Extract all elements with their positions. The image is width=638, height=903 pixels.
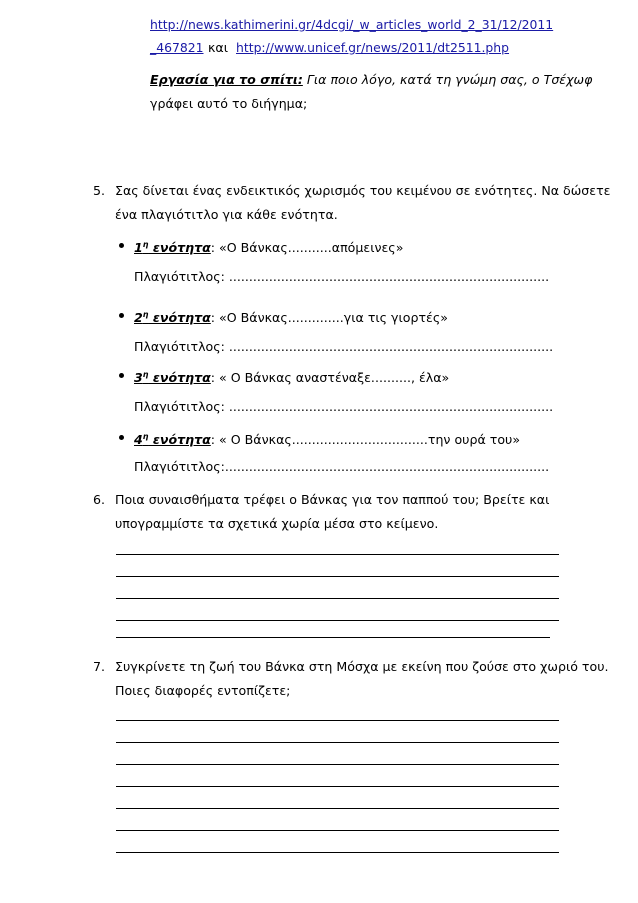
section-3-text: : « Ο Βάνκας αναστέναξε.........., έλα»: [210, 370, 450, 385]
answer-line: [116, 620, 559, 621]
bullet: [119, 435, 124, 440]
homework-text-1: Για ποιο λόγο, κατά τη γνώμη σας, ο Τσέχωφ: [302, 72, 593, 87]
q6-number: 6.: [93, 492, 106, 507]
homework-label: Εργασία για το σπίτι:: [150, 72, 303, 87]
unicef-link[interactable]: http://www.unicef.gr/news/2011/dt2511.php: [236, 40, 510, 55]
q7-line-1: Συγκρίνετε τη ζωή του Βάνκα στη Μόσχα με εκείνη που ζούσε στο χωριό του.: [115, 659, 609, 674]
answer-line: [116, 808, 559, 809]
section-2-subtitle: Πλαγιότιτλος: .................................................................................: [134, 339, 554, 354]
bullet: [119, 373, 124, 378]
conjunction-text: και: [208, 40, 228, 55]
section-1-heading: [134, 237, 403, 256]
q5-line-2: ένα πλαγιότιτλο για κάθε ενότητα.: [115, 207, 338, 222]
answer-line: [116, 786, 559, 787]
bullet: [119, 313, 124, 318]
answer-line: [116, 598, 559, 599]
kathimerini-link-part1[interactable]: http://news.kathimerini.gr/4dcgi/_w_articles_world_2_31/12/2011: [150, 17, 554, 32]
section-2-heading: [134, 307, 448, 326]
section-1-text: : «Ο Βάνκας...........απόμεινες»: [210, 240, 404, 255]
answer-line: [116, 830, 559, 831]
section-4-heading: [134, 429, 520, 448]
section-2-text: : «Ο Βάνκας..............για τις γιορτές»: [210, 310, 448, 325]
answer-line: [116, 637, 550, 638]
answer-line: [116, 576, 559, 577]
q7-number: 7.: [93, 659, 106, 674]
section-3-subtitle: Πλαγιότιτλος: .................................................................................: [134, 399, 554, 414]
answer-line: [116, 764, 559, 765]
section-3-heading: [134, 367, 449, 386]
section-4-subtitle: Πλαγιότιτλος:.................................................................................: [134, 459, 550, 474]
q7-line-2: Ποιες διαφορές εντοπίζετε;: [115, 683, 291, 698]
homework-line-2: γράφει αυτό το διήγημα;: [150, 96, 308, 111]
section-1-subtitle: Πλαγιότιτλος: ................................................................................: [134, 269, 550, 284]
answer-line: [116, 852, 559, 853]
q6-line-1: Ποια συναισθήματα τρέφει ο Βάνκας για τον παππού του; Βρείτε και: [115, 492, 550, 507]
section-2-label: $2^\eta$ ενότητα: [134, 310, 211, 325]
section-4-label: $4^\eta$ ενότητα: [134, 432, 211, 447]
q5-line-1: Σας δίνεται ένας ενδεικτικός χωρισμός του κειμένου σε ενότητες. Να δώσετε: [115, 183, 611, 198]
answer-line: [116, 554, 559, 555]
homework-line-1: [150, 72, 592, 88]
bullet: [119, 243, 124, 248]
q5-number: 5.: [93, 183, 106, 198]
q6-line-2: υπογραμμίστε τα σχετικά χωρία μέσα στο κείμενο.: [115, 516, 439, 531]
section-3-label: $3^\eta$ ενότητα: [134, 370, 211, 385]
kathimerini-link-part2[interactable]: _467821: [150, 40, 204, 55]
answer-line: [116, 720, 559, 721]
answer-line: [116, 742, 559, 743]
section-4-text: : « Ο Βάνκας..................................την ουρά του»: [210, 432, 521, 447]
section-1-label: $1^\eta$ ενότητα: [134, 240, 211, 255]
